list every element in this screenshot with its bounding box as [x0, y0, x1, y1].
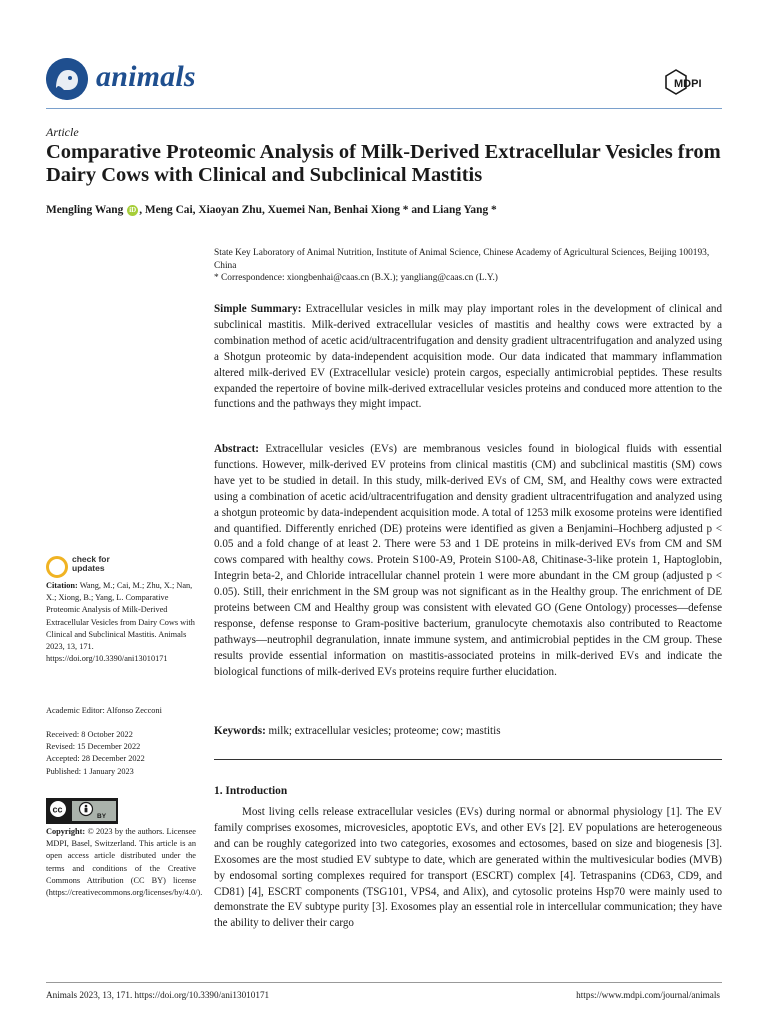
- introduction-text: Most living cells release extracellular vesicles (EVs) during normal or abnormal physiology [1]. The EV family comprises exosomes, microvesicles, apoptotic EVs, and other EVs [2]. EV populations are heterogeneous and can be roughly categorized into two categories, exosomes and ectosomes, based on size and biogenesis [3]. Exosomes are the most studied EV subtype to date, which are generated within the multivesicular bodies (MVB) by endosomal sorting complexes required for transport (ESCRT) complex [4]. Tetraspanins (CD63, CD9, and CD81) [4], ESCRT components (TSG101, VPS4, and Alix), and cytosolic proteins Hsp70 were mainly used to demonstrate the EV subtype purity [3]. Exosomes play an essential role in intercellular communication; they have the ability to deliver their cargo: [214, 806, 722, 930]
- date-accepted: Accepted: 28 December 2022: [46, 754, 145, 764]
- copyright-text: © 2023 by the authors. Licensee MDPI, Basel, Switzerland. This article is an open access article distributed under the terms and conditions of the Creative Commons Attribution (CC BY) license (https://creativecommons.org/licenses/by/4.0/).: [46, 827, 203, 898]
- citation-text: Wang, M.; Cai, M.; Zhu, X.; Nan, X.; Xiong, B.; Yang, L. Comparative Proteomic Analysis of Milk-Derived Extracellular Vesicles from Dairy Cows with Clinical and Subclinical Mastitis. Animals 2023, 13, 171. https://doi.org/10.3390/ani13010171: [46, 581, 195, 664]
- check-for-updates-label[interactable]: [72, 555, 110, 573]
- svg-text:cc: cc: [52, 804, 63, 815]
- publication-dates: [46, 729, 196, 778]
- copyright: [46, 826, 203, 899]
- abstract-label: Abstract:: [214, 443, 259, 455]
- header-divider: [46, 108, 722, 109]
- summary-text: Extracellular vesicles in milk may play important roles in the development of clinical and subclinical mastitis. Milk-derived extracellular vesicles of mastitis and healthy cows were extracted by a combination method of acetic acid/ultracentrifugation and density gradient ultracentrifugation and analyzed using a Shotgun proteomic by data-independent acquisition mode. Our data indicated that mammary inflammation altered milk-derived EV (Extracellular vesicle) protein cargos, especially antimicrobial peptides. These results expanded the repertoire of bovine milk-derived extracellular vesicles proteins and conduced more attention to the functions and the pathways they might impact.: [214, 303, 722, 411]
- date-revised: Revised: 15 December 2022: [46, 742, 141, 752]
- journal-name: animals: [96, 60, 196, 93]
- footer-citation[interactable]: Animals 2023, 13, 171. https://doi.org/10.3390/ani13010171: [46, 990, 270, 1000]
- first-author[interactable]: Mengling Wang: [46, 204, 124, 216]
- affiliation: State Key Laboratory of Animal Nutrition, Institute of Animal Science, Chinese Academy of Agricultural Sciences, Beijing 100193, China: [214, 248, 710, 272]
- keywords: [214, 724, 722, 740]
- footer-journal-url[interactable]: https://www.mdpi.com/journal/animals: [576, 990, 720, 1000]
- citation-label: Citation:: [46, 581, 78, 590]
- publisher-label: MDPI: [674, 78, 702, 90]
- abstract: [214, 442, 722, 681]
- article-title: Comparative Proteomic Analysis of Milk-Derived Extracellular Vesicles from Dairy Cows with Clinical and Subclinical Mastitis: [46, 141, 721, 186]
- author-list: [46, 204, 726, 216]
- date-received: Received: 8 October 2022: [46, 730, 133, 739]
- mdpi-logo-icon: [662, 68, 718, 101]
- introduction-heading: 1. Introduction: [214, 785, 288, 797]
- copyright-label: Copyright:: [46, 827, 86, 836]
- keywords-text: milk; extracellular vesicles; proteome; cow; mastitis: [268, 725, 501, 737]
- cc-by-license-icon[interactable]: [46, 798, 118, 824]
- citation: [46, 580, 196, 665]
- simple-summary: [214, 302, 722, 413]
- check-line1: check for: [72, 554, 110, 564]
- cc-by-label: BY: [97, 813, 107, 820]
- remaining-authors: , Meng Cai, Xiaoyan Zhu, Xuemei Nan, Benhai Xiong * and Liang Yang *: [139, 204, 497, 216]
- check-for-updates-icon[interactable]: [46, 556, 68, 578]
- summary-label: Simple Summary:: [214, 303, 302, 315]
- abstract-text: Extracellular vesicles (EVs) are membranous vesicles found in biological fluids with essential functions. However, milk-derived EV proteins from clinical mastitis (CM) and subclinical mastitis (SM) cows have yet to be studied in detail. In this study, milk-derived EVs of CM, SM, and Healthy cows were extracted using a combination of acetic acid/ultracentrifugation and density gradient ultracentrifugation and analyzed using a shotgun proteomic by data-independent acquisition mode. A total of 1253 milk exosome proteins were identified and quantified. Differently enriched (DE) proteins were identified as given a Benjamini–Hochberg adjusted p < 0.05 and a fold change of at least 2. There were 53 and 1 DE proteins in milk-derived EVs from CM and SM cows compared with healthy cows. Protein S100-A9, Protein S100-A8, Chitinase-3-like protein 1, Haptoglobin, Integrin beta-2, and Chloride intracellular channel protein 1 were more abundant in the CM group (adjusted p < 0.05). Still, their enrichment in the SM group was not significant as in the Healthy group. The enrichment of DE proteins between CM and Healthy group was consistent with elevated GO (Gene Ontology) processes—defense response, defense response to Gram-positive bacterium, granulocyte chemotaxis also contributed to Reactome pathways—neutrophil degranulation, innate immune system, and antimicrobial peptides in the CM group. These results provide essential information on mastitis-associated proteins in milk-derived EVs and indicate the biological functions of milk-derived EVs proteins require further elucidation.: [214, 443, 722, 678]
- article-type: Article: [46, 125, 79, 139]
- section-divider: [214, 759, 722, 760]
- footer-divider: [46, 982, 722, 983]
- keywords-label: Keywords:: [214, 725, 266, 737]
- journal-logo-icon: [46, 58, 88, 100]
- academic-editor: Academic Editor: Alfonso Zecconi: [46, 706, 162, 715]
- orcid-icon[interactable]: iD: [129, 206, 137, 214]
- check-line2: updates: [72, 563, 105, 573]
- date-published: Published: 1 January 2023: [46, 766, 134, 776]
- correspondence: * Correspondence: xiongbenhai@caas.cn (B.X.); yangliang@caas.cn (L.Y.): [214, 273, 498, 283]
